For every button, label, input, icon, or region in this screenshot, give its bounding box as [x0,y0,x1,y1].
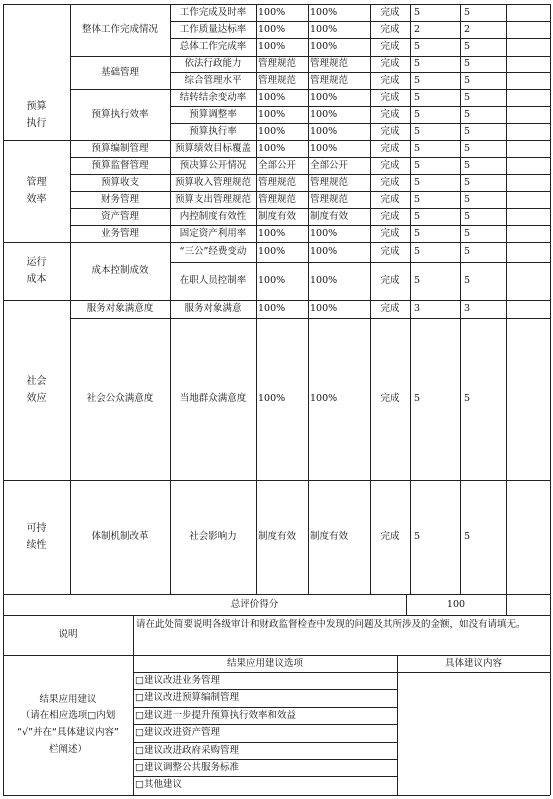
actual-value: 100% [310,303,338,315]
column-rule [410,4,411,594]
status-text: 完成 [380,142,400,154]
actual-value: 制度有效 [310,210,349,222]
actual-value: 100% [310,23,338,35]
status-text: 完成 [380,74,400,86]
indicator-name: 社会影响力 [189,531,237,543]
note-text: 请在此处简要说明各级审计和财政监督检查中发现的问题及其所涉及的金额，如没有请填无。 [136,619,526,630]
actual-value: 100% [310,142,338,154]
suggestion-instructions-line: （请在相应选项□内划 [20,710,116,722]
weight-value: 3 [414,303,421,315]
column-rule [460,4,461,594]
target-value: 100% [258,393,286,405]
weight-value: 5 [414,275,421,287]
suggest-option: □其他建议 [135,779,182,791]
target-value: 100% [258,6,286,18]
option-rule [133,759,397,760]
weight-value: 5 [414,142,421,154]
target-value: 管理规范 [258,58,297,70]
group-label: 资产管理 [100,210,139,222]
status-text: 完成 [380,6,400,18]
score-value: 5 [464,6,471,18]
indicator-name: 工作质量达标率 [179,23,247,35]
option-rule [133,707,397,708]
target-value: 管理规范 [258,193,297,205]
status-text: 完成 [380,23,400,35]
category-label-line: 可持 [26,523,47,534]
category-label-line: 运行 [26,257,47,268]
score-value: 5 [464,58,471,70]
category-label [3,242,70,300]
column-rule [397,655,398,795]
suggest-option: □建议改进资产管理 [135,727,220,739]
status-text: 完成 [380,246,400,258]
weight-value: 5 [414,108,421,120]
target-value: 100% [258,23,286,35]
group-label: 社会公众满意度 [86,393,154,405]
indicator-name: 预算收入管理规范 [174,176,251,188]
weight-value: 5 [414,41,421,53]
bottom-rule [3,795,550,796]
target-value: 制度有效 [258,531,297,543]
score-value: 5 [464,210,471,222]
actual-value: 100% [310,275,338,287]
target-value: 100% [258,275,286,287]
suggest-option: □建议改进业务管理 [135,674,220,686]
weight-value: 5 [414,393,421,405]
indicator-name: 服务对象满意 [184,303,242,315]
score-value: 5 [464,125,471,137]
suggest-option: □建议调整公共服务标准 [135,761,239,773]
suggestion-instructions-line: 结果应用建议 [39,693,97,705]
group-label: 整体工作完成情况 [81,24,158,36]
indicator-name: 预算调整率 [189,108,237,120]
suggestion-instructions-line: “√”并在“具体建议内容” [17,727,119,738]
target-value: 管理规范 [258,176,297,188]
actual-value: 管理规范 [310,58,349,70]
indicator-name: 总体工作完成率 [179,41,247,53]
actual-value: 100% [310,227,338,239]
option-rule [133,742,397,743]
actual-value: 100% [310,108,338,120]
indicator-name: 当地群众满意度 [179,393,247,405]
weight-value: 5 [414,159,421,171]
status-text: 完成 [380,227,400,239]
column-rule [170,4,171,594]
target-value: 全部公开 [258,159,297,171]
status-text: 完成 [380,275,400,287]
target-value: 管理规范 [258,74,297,86]
weight-value: 5 [414,74,421,86]
category-label-line: 预算 [26,100,47,112]
weight-value: 5 [414,91,421,103]
category-label [3,480,70,594]
score-value: 5 [464,142,471,154]
indicator-name: 在职人员控制率 [179,275,247,287]
category-label [3,140,70,242]
column-rule [3,594,4,795]
indicator-name: 依法行政能力 [184,58,242,70]
indicator-name: 预决算公开情况 [179,159,247,171]
weight-value: 5 [414,125,421,137]
column-rule [308,4,309,594]
score-value: 5 [464,91,471,103]
score-value: 2 [464,23,471,35]
group-label: 预算监督管理 [91,159,149,171]
category-label [3,300,70,480]
suggest-options-header: 结果应用建议选项 [226,657,303,669]
actual-value: 100% [310,91,338,103]
option-rule [133,724,397,725]
actual-value: 管理规范 [310,74,349,86]
indicator-name: 结转结余变动率 [179,91,247,103]
suggest-option: □建议进一步提升预算执行效率和效益 [135,709,296,721]
actual-value: 100% [310,125,338,137]
category-label-line: 效率 [26,194,47,205]
suggest-option: □建议改进政府采购管理 [135,744,239,756]
actual-value: 管理规范 [310,193,349,205]
status-text: 完成 [380,193,400,205]
actual-value: 100% [310,6,338,18]
indicator-name: “三公”经费变动 [179,246,247,258]
score-value: 5 [464,275,471,287]
target-value: 制度有效 [258,210,297,222]
status-text: 完成 [380,58,400,70]
weight-value: 5 [414,58,421,70]
status-text: 完成 [380,393,400,405]
suggestion-instructions [3,655,133,795]
group-label: 财务管理 [100,193,139,205]
score-value: 5 [464,227,471,239]
total-score-label: 总评价得分 [230,598,279,610]
score-value: 5 [464,193,471,205]
column-rule [550,594,551,795]
status-text: 完成 [380,125,400,137]
indicator-name: 工作完成及时率 [179,6,247,18]
weight-value: 5 [414,531,421,543]
status-text: 完成 [380,91,400,103]
score-value: 5 [464,108,471,120]
score-value: 5 [464,393,471,405]
score-value: 5 [464,531,471,543]
indicator-name: 预算支出管理规范 [174,193,251,205]
actual-value: 制度有效 [310,531,349,543]
indicator-name: 预算绩效目标覆盖 [174,142,251,154]
indicator-name: 内控制度有效性 [179,210,247,222]
category-label-line: 成本 [26,274,47,285]
target-value: 100% [258,227,286,239]
indicator-name: 预算执行率 [189,125,237,137]
score-value: 5 [464,159,471,171]
status-text: 完成 [380,210,400,222]
total-score-value: 100 [446,598,466,610]
indicator-name: 固定资产利用率 [179,227,247,239]
target-value: 100% [258,91,286,103]
category-label-line: 社会 [26,376,47,387]
column-rule [133,655,134,795]
actual-value: 100% [310,393,338,405]
status-text: 完成 [380,531,400,543]
weight-value: 5 [414,176,421,188]
score-value: 5 [464,41,471,53]
target-value: 100% [258,303,286,315]
actual-value: 100% [310,246,338,258]
category-label-line: 效应 [26,393,47,404]
column-rule [506,4,507,594]
group-label: 成本控制成效 [91,265,149,277]
target-value: 100% [258,125,286,137]
group-label: 预算编制管理 [91,142,149,154]
score-value: 5 [464,246,471,258]
column-rule [70,4,71,594]
weight-value: 5 [414,246,421,258]
category-label-line: 管理 [26,177,47,188]
status-text: 完成 [380,108,400,120]
score-value: 5 [464,74,471,86]
group-label: 体制机制改革 [91,531,149,543]
suggest-content-header: 具体建议内容 [444,657,502,669]
score-value: 3 [464,303,471,315]
category-label-line: 续性 [26,540,47,551]
status-text: 完成 [380,41,400,53]
category-label-line: 执行 [26,117,47,129]
actual-value: 管理规范 [310,176,349,188]
weight-value: 2 [414,23,421,35]
weight-value: 5 [414,210,421,222]
group-label: 服务对象满意度 [86,303,154,315]
status-text: 完成 [380,159,400,171]
indicator-name: 综合管理水平 [184,74,242,86]
weight-value: 5 [414,227,421,239]
target-value: 100% [258,108,286,120]
group-label: 预算收支 [100,176,139,188]
group-label: 业务管理 [100,227,139,239]
option-rule [133,776,397,777]
suggest-option: □建议改进预算编制管理 [135,692,239,704]
score-value: 5 [464,176,471,188]
status-text: 完成 [380,303,400,315]
column-rule [133,615,134,655]
note-label: 说明 [58,629,78,641]
target-value: 100% [258,246,286,258]
weight-value: 5 [414,193,421,205]
suggestion-instructions-line: 栏阐述） [48,743,87,755]
column-rule [506,594,507,615]
target-value: 100% [258,41,286,53]
column-rule [256,4,257,594]
group-label: 基础管理 [100,66,139,78]
top-rule [3,4,550,5]
status-text: 完成 [380,176,400,188]
option-rule [133,689,397,690]
category-label [3,89,70,140]
column-rule [550,4,551,594]
group-label: 预算执行效率 [91,108,149,120]
column-rule [406,594,407,615]
actual-value: 100% [310,41,338,53]
target-value: 100% [258,142,286,154]
column-rule [3,4,4,594]
actual-value: 全部公开 [310,159,349,171]
column-rule [370,4,371,594]
weight-value: 5 [414,6,421,18]
